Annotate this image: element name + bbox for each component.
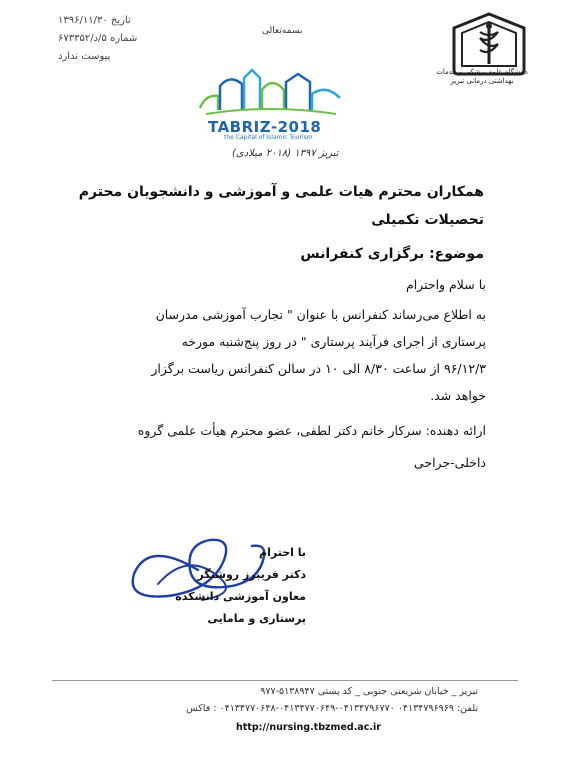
body-line-3: ۹۶/۱۲/۳ از ساعت ۸/۳۰ الی ۱۰ در سالن کنفرانس ریاست برگزار xyxy=(151,361,486,376)
attachment-field xyxy=(58,50,154,63)
number-value: ۵/د/۶۷۳۳۵۲ xyxy=(58,33,107,44)
emblem-caption: تبریز ۱۳۹۷ (۲۰۱۸ میلادی) xyxy=(232,148,339,159)
footer-phones: تلفن: ۰۴۱۳۴۷۹۶۹۶۹ ۰۴۱۳۴۷۹۶۷۷۰-۰۴۱۳۴۷۷۰۶۴۹-۰۴۱۳۴۷۷۰۶۴۸ : فاکس xyxy=(186,703,478,714)
body-line-4: خواهد شد. xyxy=(430,388,486,403)
signatory-position: معاون آموزشی دانشکده xyxy=(175,590,306,603)
subject-line: موضوع: برگزاری کنفرانس xyxy=(300,246,484,262)
number-field xyxy=(58,32,154,45)
date-value: ۱۳۹۶/۱۱/۳۰ xyxy=(58,15,108,26)
presenter-line-1: ارائه دهنده: سرکار خانم دکتر لطفی، عضو محترم هیأت علمی گروه xyxy=(137,423,486,438)
footer-address: تبریز _ خیابان شریعتی جنوبی _ کد پستی ۵۱۳۸۹۴۷-۹۷۷ xyxy=(260,686,478,697)
addressee-line-2: تحصیلات تکمیلی xyxy=(371,212,484,228)
signatory-name: دکتر فریبرز روشنگر xyxy=(197,568,306,581)
presenter-line-2: داخلی-جراحی xyxy=(413,455,486,470)
university-caption: دانشگاه علوم پزشکی و خدمات بهداشتی درمانی تبریز xyxy=(436,68,528,85)
attachment-label: پیوست ندارد xyxy=(58,51,111,62)
greeting: با سلام واحترام xyxy=(405,277,486,292)
addressee-line-1: همکاران محترم هیات علمی و آموزشی و دانشجویان محترم xyxy=(78,184,484,200)
body-line-2: پرستاری از اجرای فرآیند پرستاری " در روز پنج‌شنبه مورخه xyxy=(181,334,486,349)
date-label: تاریخ xyxy=(110,15,131,26)
basmala: بسمه‌تعالی xyxy=(262,26,303,36)
signatory-faculty: پرستاری و مامایی xyxy=(207,612,306,625)
signature-closing: با احترام xyxy=(259,546,306,559)
footer-website-link[interactable]: http://nursing.tbzmed.ac.ir xyxy=(236,722,381,733)
body-line-1: به اطلاع می‌رساند کنفرانس با عنوان " تجارب آموزشی مدرسان xyxy=(155,307,486,322)
emblem-subtitle: the Capital of Islamic Tourism xyxy=(224,134,313,141)
tabriz-skyline-icon xyxy=(196,64,346,156)
date-field xyxy=(58,14,154,27)
footer-divider xyxy=(52,680,518,681)
university-crest-icon xyxy=(450,12,528,112)
number-label: شماره xyxy=(110,33,138,44)
emblem-title: TABRIZ-2018 xyxy=(208,118,322,136)
